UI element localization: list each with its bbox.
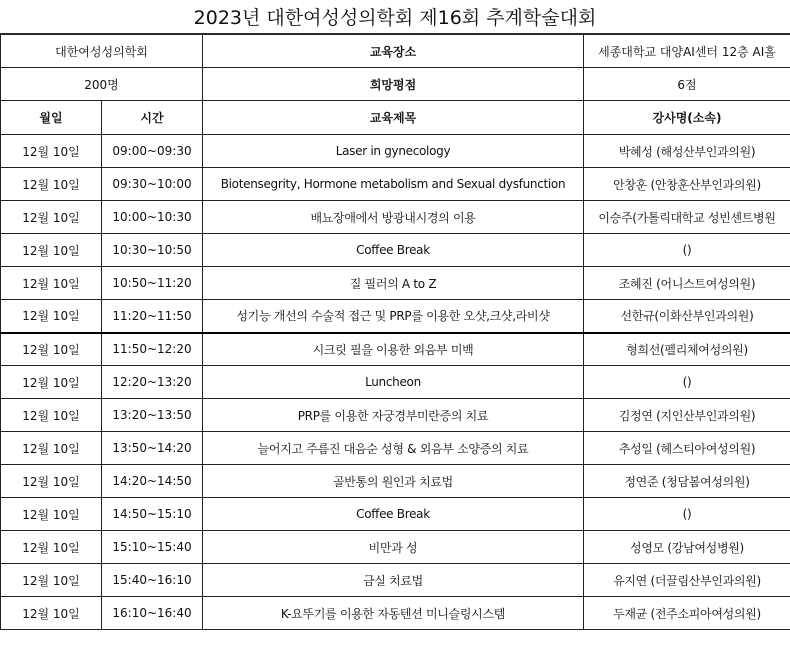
time-cell: 12:20~13:20 — [102, 366, 203, 399]
speaker-cell: 김정연 (지인산부인과의원) — [584, 399, 790, 432]
date-cell: 12월 10일 — [1, 234, 102, 267]
schedule-table — [0, 34, 790, 630]
topic-cell: Coffee Break — [203, 234, 584, 267]
speaker-cell: 박혜성 (해성산부인과의원) — [584, 135, 790, 168]
topic-cell: K-요뚜기를 이용한 자동텐션 미니슬링시스템 — [203, 597, 584, 630]
table-row — [1, 597, 790, 630]
topic-cell: Laser in gynecology — [203, 135, 584, 168]
header-topic: 교육제목 — [203, 101, 584, 135]
time-cell: 10:30~10:50 — [102, 234, 203, 267]
organization-cell: 대한여성성의학회 — [1, 35, 203, 68]
table-row — [1, 399, 790, 432]
speaker-cell: 선한규(이화산부인과의원) — [584, 300, 790, 333]
topic-cell: PRP를 이용한 자궁경부미란증의 치료 — [203, 399, 584, 432]
table-row — [1, 201, 790, 234]
table-row — [1, 564, 790, 597]
table-row — [1, 333, 790, 366]
speaker-cell: 형희선(펠리체여성의원) — [584, 333, 790, 366]
capacity-cell: 200명 — [1, 68, 203, 101]
header-time: 시간 — [102, 101, 203, 135]
topic-cell: Luncheon — [203, 366, 584, 399]
speaker-cell: 두재균 (전주소피아여성의원) — [584, 597, 790, 630]
table-row — [1, 267, 790, 300]
header-speaker: 강사명(소속) — [584, 101, 790, 135]
header-date: 월일 — [1, 101, 102, 135]
topic-cell: 배뇨장애에서 방광내시경의 이용 — [203, 201, 584, 234]
time-cell: 13:50~14:20 — [102, 432, 203, 465]
time-cell: 14:20~14:50 — [102, 465, 203, 498]
table-row — [1, 465, 790, 498]
credit-label-cell: 희망평점 — [203, 68, 584, 101]
time-cell: 11:50~12:20 — [102, 333, 203, 366]
date-cell: 12월 10일 — [1, 432, 102, 465]
time-cell: 13:20~13:50 — [102, 399, 203, 432]
table-row — [1, 135, 790, 168]
time-cell: 09:00~09:30 — [102, 135, 203, 168]
page-title: 2023년 대한여성성의학회 제16회 추계학술대회 — [0, 0, 790, 34]
info-row-credit — [1, 68, 790, 101]
date-cell: 12월 10일 — [1, 135, 102, 168]
speaker-cell: () — [584, 498, 790, 531]
topic-cell: 시크릿 필을 이용한 외음부 미백 — [203, 333, 584, 366]
topic-cell: 비만과 성 — [203, 531, 584, 564]
topic-cell: Coffee Break — [203, 498, 584, 531]
table-header-row — [1, 101, 790, 135]
date-cell: 12월 10일 — [1, 267, 102, 300]
table-row — [1, 531, 790, 564]
date-cell: 12월 10일 — [1, 366, 102, 399]
venue-label: 교육장소 — [369, 44, 417, 59]
speaker-cell: 안창훈 (안창훈산부인과의원) — [584, 168, 790, 201]
table-row — [1, 498, 790, 531]
date-cell: 12월 10일 — [1, 498, 102, 531]
date-cell: 12월 10일 — [1, 399, 102, 432]
date-cell: 12월 10일 — [1, 597, 102, 630]
credit-cell: 6점 — [584, 68, 790, 101]
topic-cell: 질 필러의 A to Z — [203, 267, 584, 300]
time-cell: 10:50~11:20 — [102, 267, 203, 300]
speaker-cell: 조혜진 (어니스트여성의원) — [584, 267, 790, 300]
date-cell: 12월 10일 — [1, 465, 102, 498]
table-row — [1, 300, 790, 333]
date-cell: 12월 10일 — [1, 300, 102, 333]
table-row — [1, 168, 790, 201]
time-cell: 09:30~10:00 — [102, 168, 203, 201]
topic-cell: 골반통의 원인과 치료법 — [203, 465, 584, 498]
topic-cell: 금실 치료법 — [203, 564, 584, 597]
speaker-cell: 정연준 (청담봄여성의원) — [584, 465, 790, 498]
time-cell: 15:10~15:40 — [102, 531, 203, 564]
date-cell: 12월 10일 — [1, 333, 102, 366]
venue-cell: 세종대학교 대양AI센터 12층 AI홀 — [584, 35, 790, 68]
date-cell: 12월 10일 — [1, 564, 102, 597]
speaker-cell: () — [584, 366, 790, 399]
topic-cell: 성기능 개선의 수술적 접근 및 PRP를 이용한 오샷,크샷,라비샷 — [203, 300, 584, 333]
topic-cell: Biotensegrity, Hormone metabolism and Sexual dysfunction — [203, 168, 584, 201]
speaker-cell: () — [584, 234, 790, 267]
time-cell: 14:50~15:10 — [102, 498, 203, 531]
time-cell: 10:00~10:30 — [102, 201, 203, 234]
speaker-cell: 성영모 (강남여성병원) — [584, 531, 790, 564]
speaker-cell: 유지연 (더끌림산부인과의원) — [584, 564, 790, 597]
venue-label-cell — [203, 35, 584, 68]
date-cell: 12월 10일 — [1, 168, 102, 201]
table-row — [1, 234, 790, 267]
table-row — [1, 432, 790, 465]
info-row-venue — [1, 35, 790, 68]
date-cell: 12월 10일 — [1, 531, 102, 564]
topic-cell: 늘어지고 주름진 대음순 성형 & 외음부 소양증의 치료 — [203, 432, 584, 465]
time-cell: 16:10~16:40 — [102, 597, 203, 630]
speaker-cell: 이승주(가톨릭대학교 성빈센트병원 — [584, 201, 790, 234]
speaker-cell: 추성일 (헤스티아여성의원) — [584, 432, 790, 465]
table-row — [1, 366, 790, 399]
time-cell: 11:20~11:50 — [102, 300, 203, 333]
date-cell: 12월 10일 — [1, 201, 102, 234]
time-cell: 15:40~16:10 — [102, 564, 203, 597]
